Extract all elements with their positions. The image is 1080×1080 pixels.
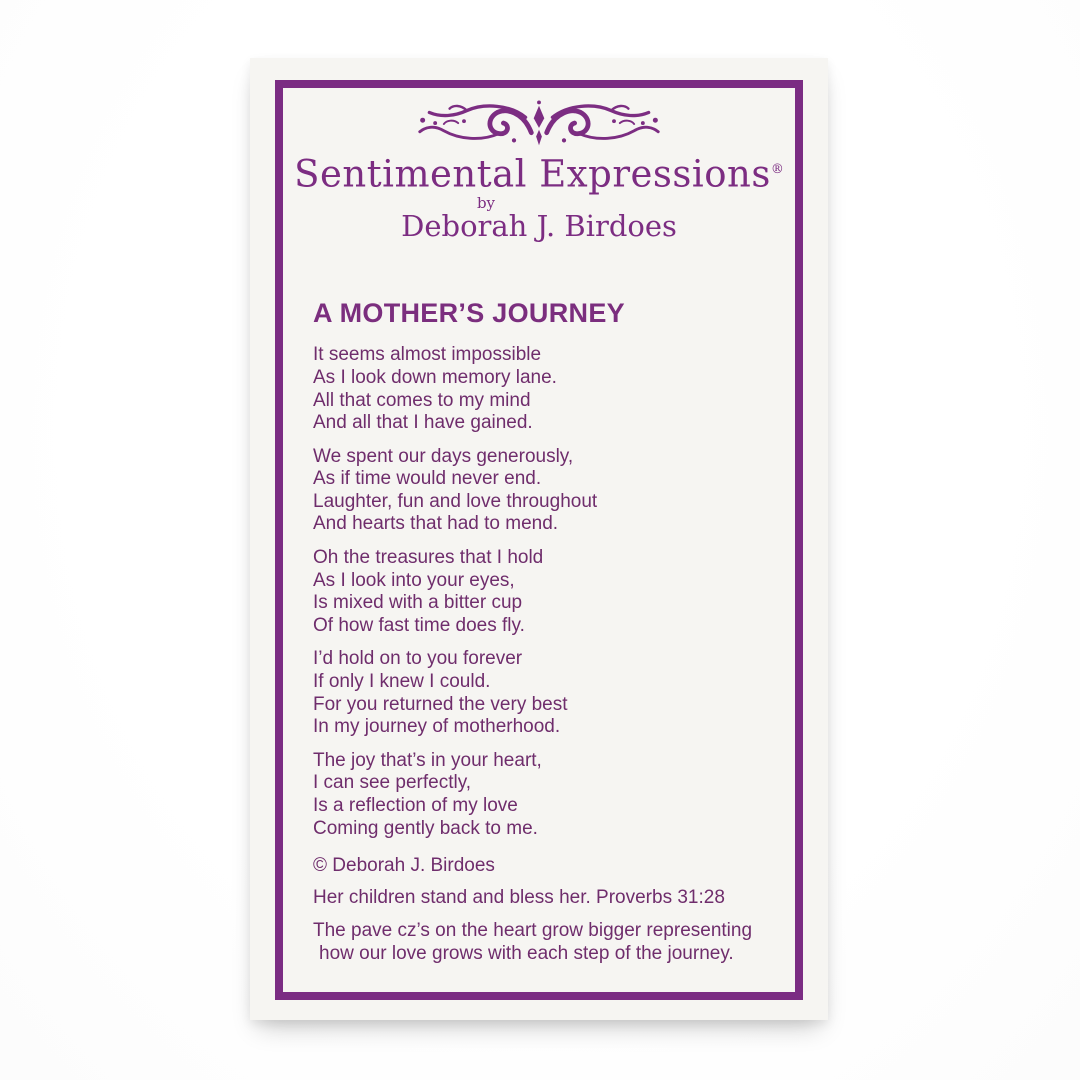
poem-line: We spent our days generously, <box>313 445 574 467</box>
copyright-line: © Deborah J. Birdoes <box>313 855 495 877</box>
brand-title: Sentimental Expressions <box>294 152 771 196</box>
note-line: The pave cz’s on the heart grow bigger representing <box>313 920 753 942</box>
poem-line: I can see perfectly, <box>313 772 472 794</box>
note-line: how our love grows with each step of the journey. <box>319 942 734 964</box>
poem-line: Oh the treasures that I hold <box>313 547 544 569</box>
poem-line: All that comes to my mind <box>313 389 531 411</box>
brand-author: Deborah J. Birdoes <box>401 209 677 244</box>
registered-trademark: ® <box>770 162 784 177</box>
brand-title-line <box>283 150 795 194</box>
poem-line: Of how fast time does fly. <box>313 614 525 636</box>
poem-line: As I look into your eyes, <box>313 569 515 591</box>
poem-line: As I look down memory lane. <box>313 366 557 388</box>
poem-line: Is a reflection of my love <box>313 795 518 817</box>
poem-line: It seems almost impossible <box>313 344 542 366</box>
poem-line: Laughter, fun and love throughout <box>313 490 598 512</box>
poem-line: Is mixed with a bitter cup <box>313 592 523 614</box>
poem-stanza-2 <box>313 446 775 536</box>
poem-line: Coming gently back to me. <box>313 817 538 839</box>
poem-content <box>283 298 795 965</box>
scroll-flourish-ornament-icon <box>414 100 664 150</box>
poem-stanza-4 <box>313 648 775 738</box>
poem-stanza-5 <box>313 750 775 840</box>
scripture-line: Her children stand and bless her. Proverbs 31:28 <box>313 886 725 908</box>
poem-line: If only I knew I could. <box>313 671 491 693</box>
brand-header <box>283 100 795 242</box>
poem-line: In my journey of motherhood. <box>313 716 561 738</box>
poem-line: I’d hold on to you forever <box>313 648 523 670</box>
poem-stanza-3 <box>313 547 775 637</box>
poem-line: And all that I have gained. <box>313 412 533 434</box>
poem-card <box>250 58 828 1020</box>
card-border-frame <box>275 80 803 1000</box>
poem-line: As if time would never end. <box>313 468 542 490</box>
poem-line: The joy that’s in your heart, <box>313 749 542 771</box>
poem-title: A MOTHER’S JOURNEY <box>313 298 625 329</box>
poem-line: For you returned the very best <box>313 693 568 715</box>
product-note <box>313 920 775 965</box>
brand-by-label: by <box>476 194 496 213</box>
poem-line: And hearts that had to mend. <box>313 513 559 535</box>
poem-stanza-1 <box>313 344 775 434</box>
